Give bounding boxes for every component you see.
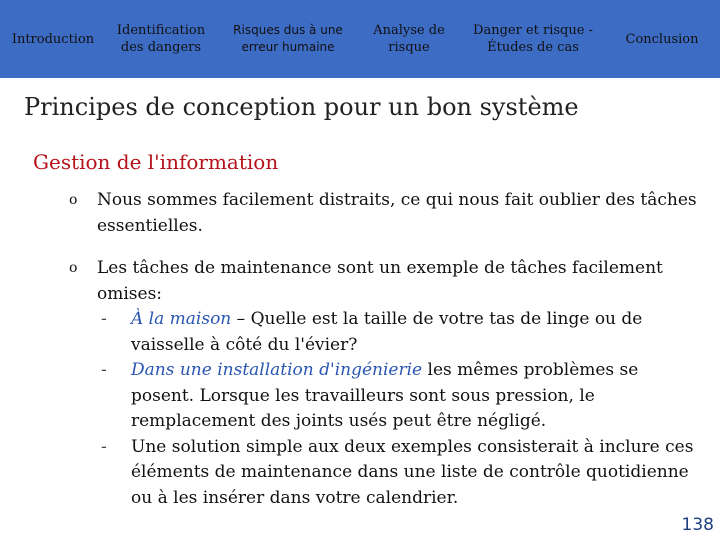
nav-tab-etudes-de-cas[interactable]: Danger et risque - Études de cas [473, 23, 593, 55]
sub-bullet-text: – Quelle est la taille de votre tas de linge ou de vaisselle à côté du l'évier? [131, 309, 643, 355]
bullet-text: Les tâches de maintenance sont un exemple de tâches facilement omises: [97, 258, 663, 304]
nav-tab-introduction[interactable]: Introduction [11, 31, 95, 47]
sub-bullet-emphasis: Dans une installation d'ingénierie [131, 360, 423, 380]
sub-bullet-text: Une solution simple aux deux exemples consisterait à inclure ces éléments de maintenance dans une liste de contrôle quotidienne ou à les insérer dans votre calendrier. [131, 436, 694, 508]
nav-tab-conclusion[interactable]: Conclusion [625, 31, 699, 47]
nav-tab-analyse-risque[interactable]: Analyse de risque [373, 23, 445, 55]
nav-tab-risques-erreur-humaine[interactable]: Risques dus à une erreur humaine [233, 23, 343, 54]
dash-marker: - [101, 436, 107, 457]
top-navigation-bar [0, 0, 720, 78]
sub-bullet-item [97, 358, 697, 435]
sub-bullet-item [97, 435, 697, 512]
sub-bullet-item [97, 307, 697, 358]
bullet-marker: o [69, 260, 78, 276]
section-heading: Gestion de l'information [33, 150, 279, 174]
slide-title: Principes de conception pour un bon système [24, 93, 579, 121]
nav-tab-identification-dangers[interactable]: Identification des dangers [116, 23, 206, 55]
bullet-marker: o [69, 192, 78, 208]
bullet-item [69, 256, 697, 511]
dash-marker: - [101, 360, 107, 380]
sub-bullet-emphasis: À la maison [131, 309, 232, 329]
bullet-item [69, 188, 697, 239]
page-number: 138 [681, 515, 714, 535]
sub-bullet-text: les mêmes problèmes se posent. Lorsque les travailleurs sont sous pression, le remplacement des joints usés peut être négligé. [131, 360, 639, 431]
dash-marker: - [101, 309, 107, 329]
bullet-text: Nous sommes facilement distraits, ce qui nous fait oublier des tâches essentielles. [97, 190, 697, 236]
